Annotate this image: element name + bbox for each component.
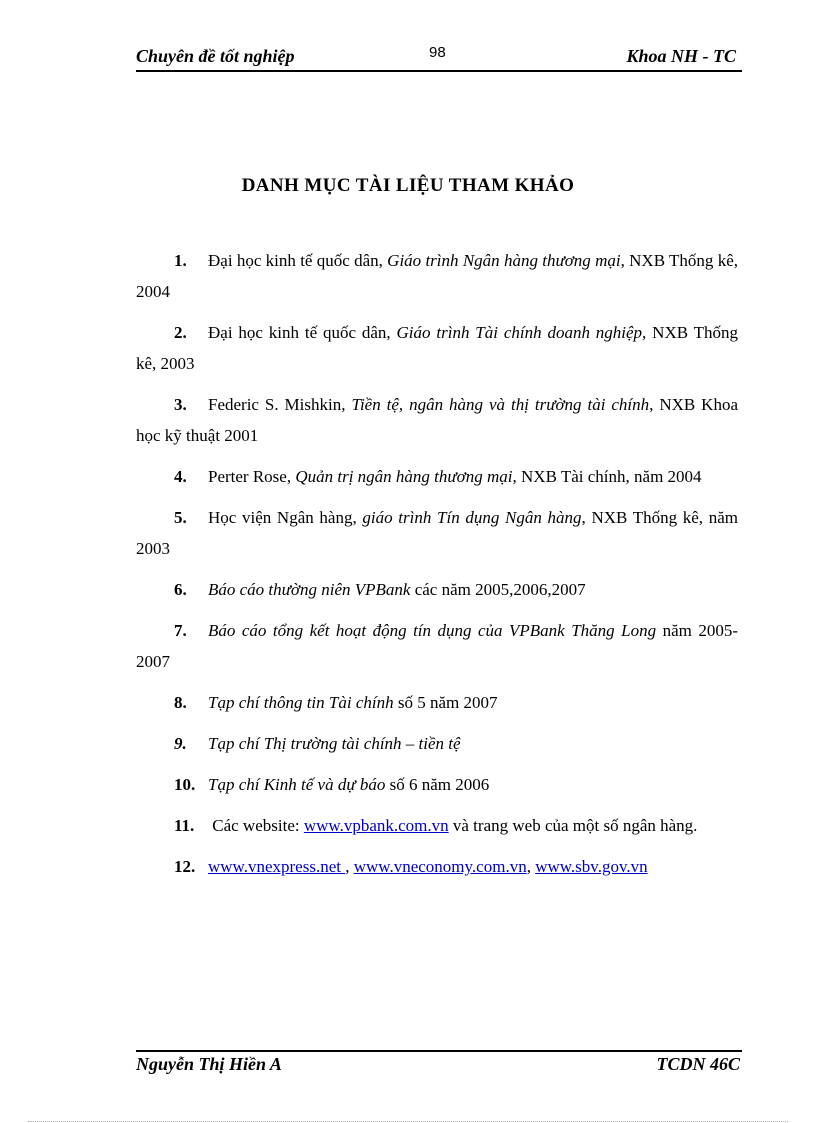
page-header — [136, 46, 742, 72]
reference-number: 6. — [174, 580, 187, 599]
reference-author: Perter Rose, — [208, 467, 296, 486]
reference-work-title: Tạp chí thông tin Tài chính — [208, 693, 394, 712]
reference-publisher: , NXB Tài chính, năm 2004 — [512, 467, 702, 486]
page-footer — [136, 1054, 742, 1080]
reference-number: 7. — [174, 621, 187, 640]
reference-item — [136, 687, 738, 718]
reference-work-title: Tạp chí Thị trường tài chính – tiền tệ — [208, 734, 461, 753]
reference-number: 8. — [174, 693, 187, 712]
footer-author: Nguyễn Thị Hiền A — [136, 1054, 282, 1074]
reference-work-title: Báo cáo tổng kết hoạt động tín dụng của VPBank Thăng Long — [208, 621, 657, 640]
reference-number: 3. — [174, 395, 187, 414]
reference-number: 12. — [174, 857, 196, 876]
sbv-link[interactable]: www.sbv.gov.vn — [535, 857, 648, 876]
reference-item — [136, 245, 738, 307]
reference-item — [136, 851, 738, 882]
reference-author: Đại học kinh tế quốc dân, — [208, 251, 388, 270]
reference-author: Federic S. Mishkin, — [208, 395, 352, 414]
reference-work-title: giáo trình Tín dụng Ngân hàng — [362, 508, 582, 527]
reference-work-title: Báo cáo thường niên VPBank — [208, 580, 411, 599]
page-bottom-edge — [28, 1121, 788, 1122]
header-title: Chuyên đề tốt nghiệp — [136, 46, 295, 66]
reference-item — [136, 317, 738, 379]
reference-number: 1. — [174, 251, 187, 270]
reference-publisher: năm 2005-2007 — [136, 621, 738, 671]
reference-text: và trang web của một số ngân hàng. — [448, 816, 698, 835]
reference-number: 11. — [174, 816, 195, 835]
reference-publisher: số 5 năm 2007 — [393, 693, 498, 712]
reference-item — [136, 769, 738, 800]
reference-publisher: , NXB Khoa học kỹ thuật 2001 — [136, 395, 739, 445]
reference-number: 5. — [174, 508, 187, 527]
footer-class: TCDN 46C — [656, 1054, 740, 1074]
reference-author: Đại học kinh tế quốc dân, — [208, 323, 397, 342]
header-divider — [136, 70, 742, 72]
reference-item — [136, 810, 738, 841]
vneconomy-link[interactable]: www.vneconomy.com.vn — [353, 857, 527, 876]
link-separator: , — [526, 857, 536, 876]
reference-publisher: NXB Thống kê, 2003 — [136, 323, 738, 373]
reference-publisher: số 6 năm 2006 — [385, 775, 490, 794]
reference-publisher: , NXB Thống kê, năm 2003 — [136, 508, 738, 558]
reference-item — [136, 461, 738, 492]
reference-item — [136, 615, 738, 677]
reference-work-title: Giáo trình Ngân hàng thương mại — [387, 251, 621, 270]
reference-author: Học viện Ngân hàng, — [208, 508, 363, 527]
reference-item — [136, 728, 738, 759]
reference-list — [136, 245, 738, 882]
header-department: Khoa NH - TC — [626, 46, 736, 66]
reference-work-title: Tiền tệ, ngân hàng và thị trường tài chính — [351, 395, 650, 414]
reference-work-title: Quản trị ngân hàng thương mại — [295, 467, 513, 486]
reference-publisher: , NXB Thống kê, 2004 — [136, 251, 738, 301]
reference-item — [136, 574, 738, 605]
page-number: 98 — [429, 44, 446, 61]
reference-number: 4. — [174, 467, 187, 486]
reference-work-title: Tạp chí Kinh tế và dự báo — [208, 775, 386, 794]
footer-divider — [136, 1050, 742, 1052]
reference-text: Các website: — [208, 816, 304, 835]
reference-item — [136, 389, 738, 451]
reference-work-title: Giáo trình Tài chính doanh nghiệp, — [396, 323, 647, 342]
page-title: DANH MỤC TÀI LIỆU THAM KHẢO — [241, 175, 575, 196]
reference-number: 10. — [174, 775, 196, 794]
reference-number: 2. — [174, 323, 187, 342]
link-separator: , — [345, 857, 354, 876]
vpbank-link[interactable]: www.vpbank.com.vn — [303, 816, 449, 835]
reference-item — [136, 502, 738, 564]
vnexpress-link[interactable]: www.vnexpress.net — [208, 857, 346, 876]
reference-number: 9. — [174, 734, 187, 753]
reference-publisher: các năm 2005,2006,2007 — [410, 580, 586, 599]
